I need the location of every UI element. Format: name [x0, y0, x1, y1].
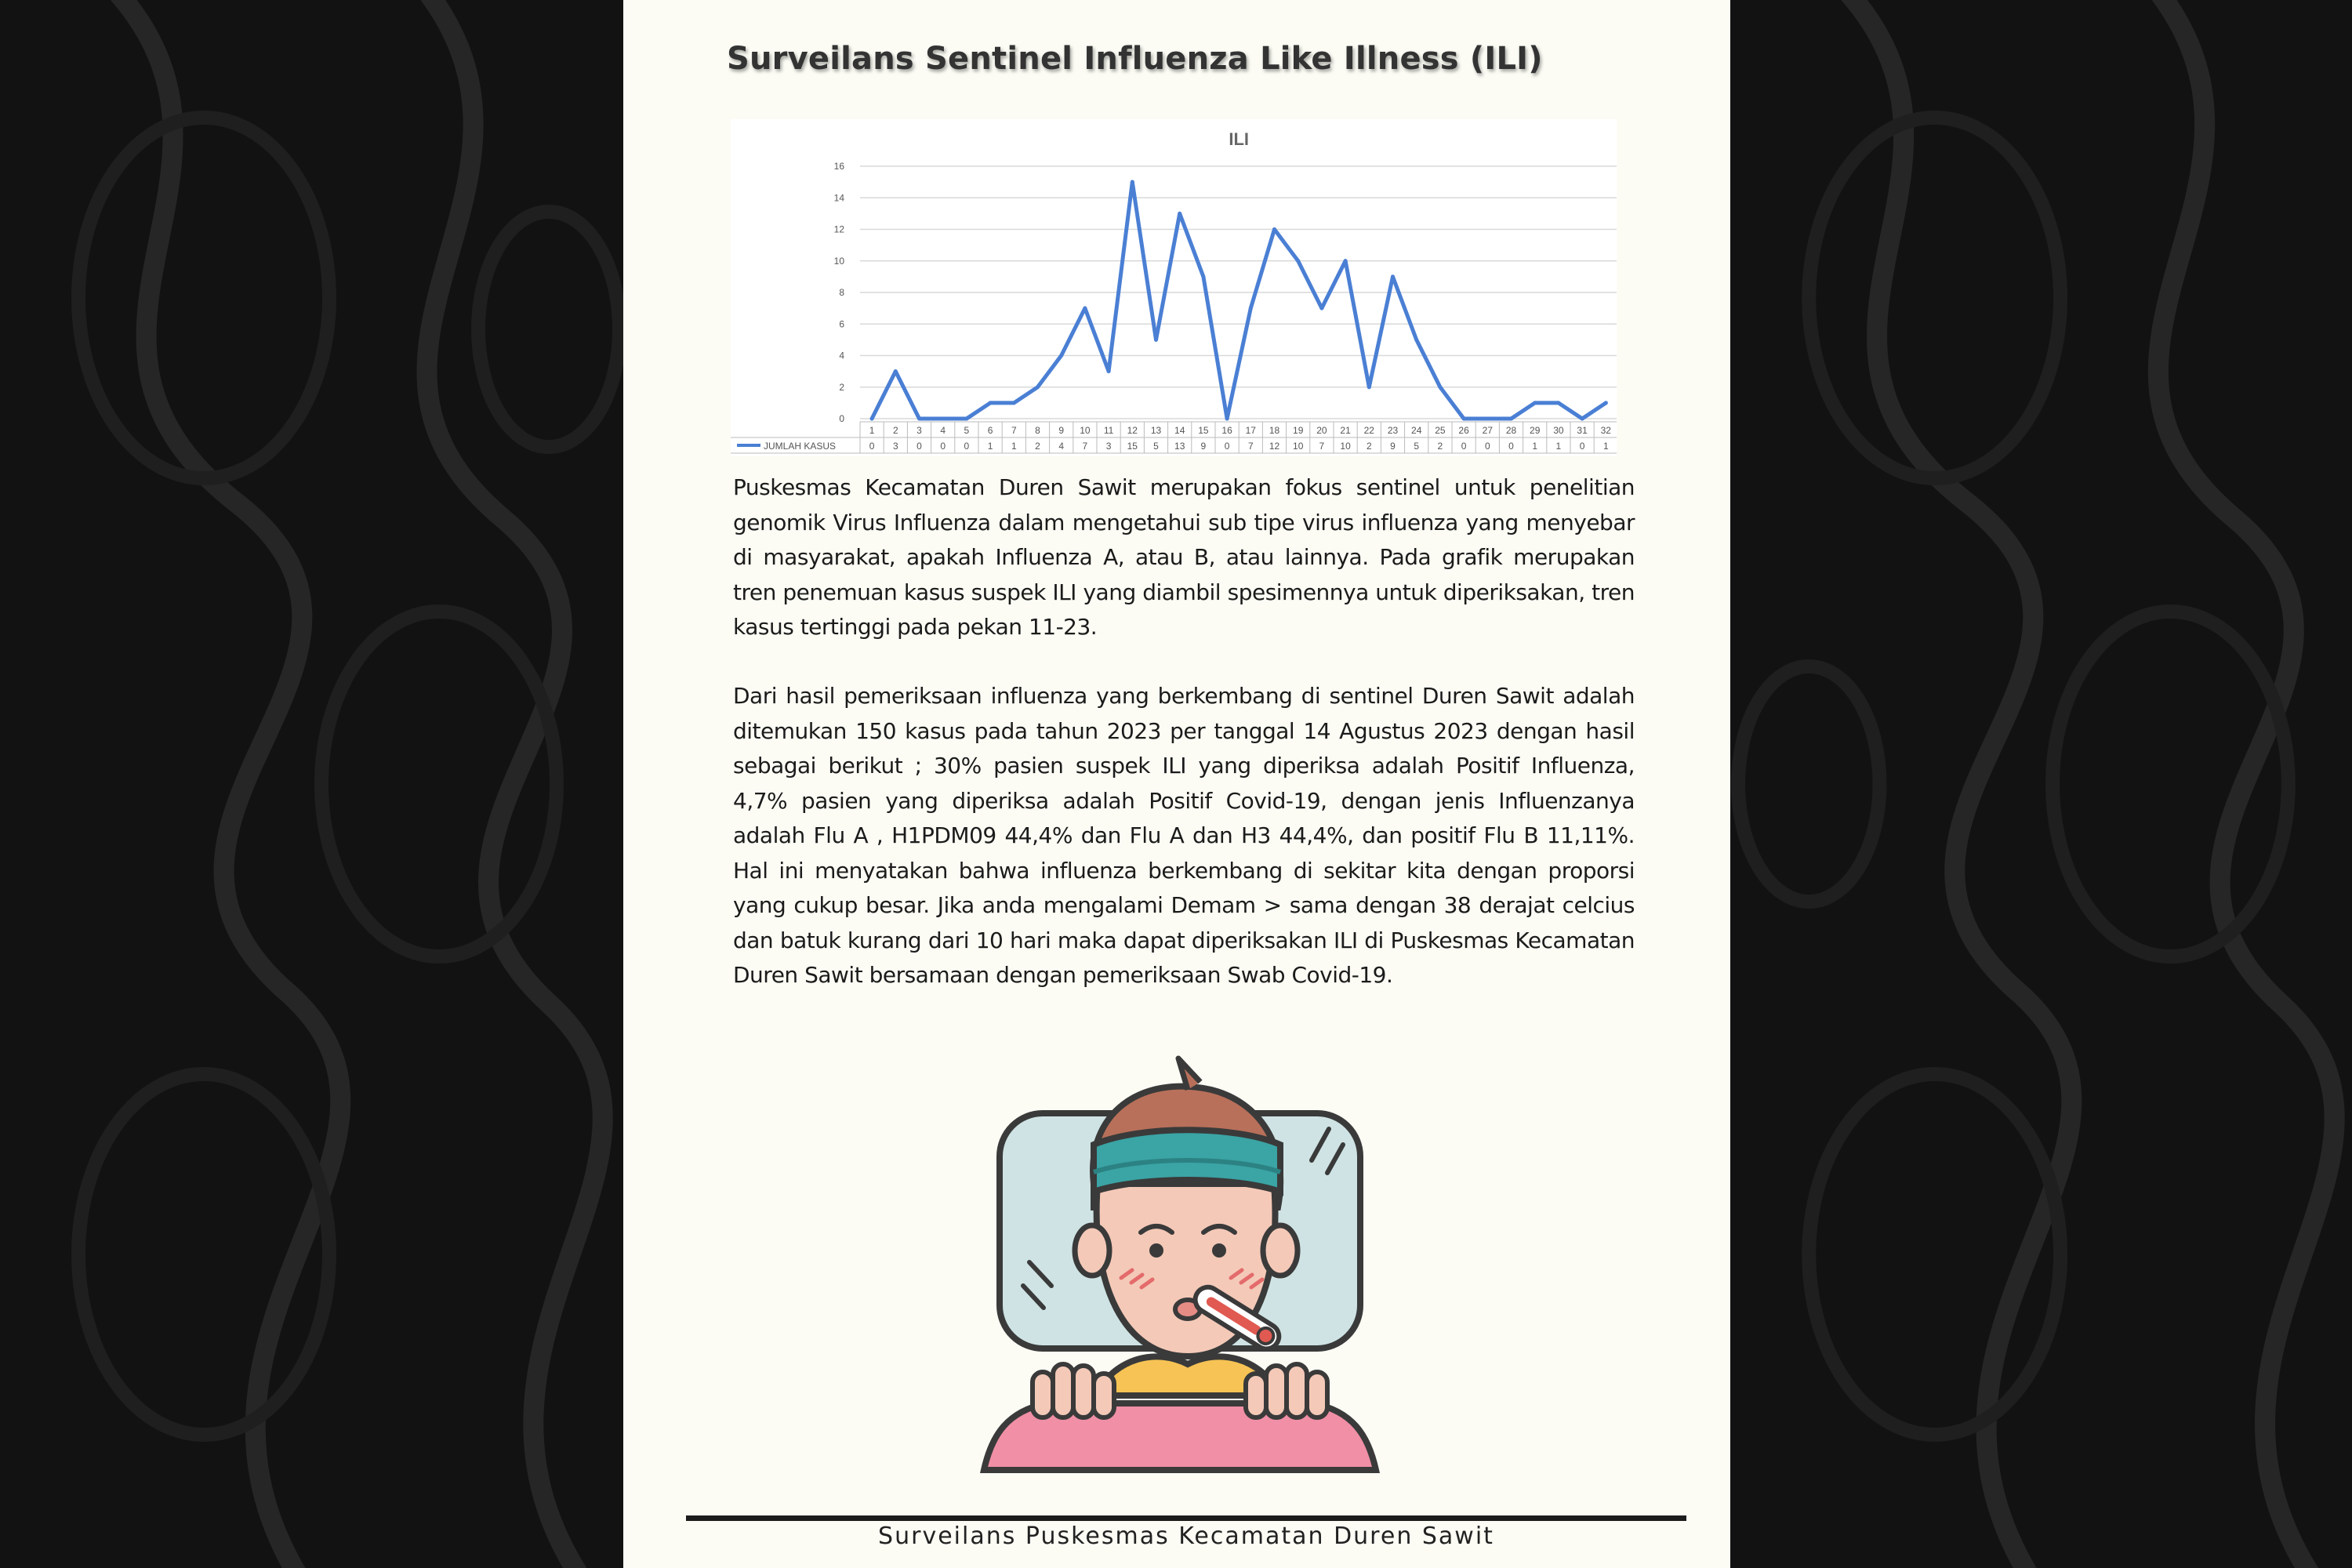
series-line	[872, 182, 1606, 419]
x-tick-label: 7	[1011, 425, 1017, 436]
data-point	[941, 417, 945, 421]
data-point	[1581, 417, 1584, 421]
data-table-value: 1	[1602, 441, 1609, 452]
y-tick-label: 10	[833, 255, 844, 267]
data-table-value: 0	[869, 441, 875, 452]
x-tick-label: 28	[1505, 425, 1517, 436]
data-table-value: 7	[1247, 441, 1254, 452]
x-tick-label: 24	[1411, 425, 1422, 436]
data-point	[1486, 417, 1490, 421]
data-point	[1414, 338, 1418, 342]
data-point	[1249, 307, 1253, 310]
x-tick-label: 14	[1174, 425, 1185, 436]
legend-label: JUMLAH KASUS	[764, 441, 837, 452]
paragraph-intro: Puskesmas Kecamatan Duren Sawit merupakan fokus sentinel untuk penelitian genomik Virus Influenza dalam mengetahui sub tipe virus influenza yang menyebar di masyarakat, apakah Influenza A, atau B, atau lainnya. Pada grafik merupakan tren penemuan kasus suspek ILI yang diambil spesimennya untuk diperiksakan, tren kasus tertinggi pada pekan 11-23.	[733, 474, 1635, 640]
x-tick-label: 26	[1458, 425, 1469, 436]
data-table-value: 0	[940, 441, 946, 452]
data-point	[1272, 227, 1276, 231]
ili-line-chart	[731, 119, 1617, 456]
x-tick-label: 30	[1553, 425, 1564, 436]
data-point	[1391, 274, 1395, 278]
x-tick-label: 4	[940, 425, 946, 436]
data-table-value: 10	[1340, 441, 1351, 452]
x-tick-label: 2	[892, 425, 898, 436]
x-tick-label: 29	[1530, 425, 1541, 436]
data-point	[1012, 401, 1016, 405]
document-page	[623, 0, 1730, 1568]
data-point	[964, 417, 968, 421]
data-table-value: 0	[1484, 441, 1490, 452]
x-tick-label: 17	[1245, 425, 1256, 436]
data-table-value: 1	[1011, 441, 1017, 452]
data-table-value: 0	[916, 441, 922, 452]
data-table-value: 9	[1200, 441, 1207, 452]
ili-chart	[731, 119, 1617, 456]
data-point	[1083, 307, 1087, 310]
data-point	[870, 417, 874, 421]
data-point	[1296, 259, 1300, 263]
paragraph-results: Dari hasil pemeriksaan influenza yang berkembang di sentinel Duren Sawit adalah ditemukan 150 kasus pada tahun 2023 per tanggal 14 Agustus 2023 dengan hasil sebagai berikut ; 30% pasien suspek ILI yang diperiksa adalah Positif Influenza, 4,7% pasien yang diperiksa adalah Positif Covid-19, dengan jenis Influenzanya adalah Flu A , H1PDM09 44,4% dan Flu A dan H3 44,4%, dan positif Flu B 11,11%. Hal ini menyatakan bahwa influenza berkembang di sekitar kita dengan proporsi yang cukup besar. Jika anda mengalami Demam > sama dengan 38 derajat celcius dan batuk kurang dari 10 hari maka dapat diperiksakan ILI di Puskesmas Kecamatan Duren Sawit bersamaan dengan pemeriksaan Swab Covid-19.	[733, 683, 1635, 988]
x-tick-label: 16	[1221, 425, 1232, 436]
x-tick-label: 8	[1035, 425, 1040, 436]
data-point	[1201, 274, 1205, 278]
background-ornament-left	[0, 0, 623, 1568]
data-table-value: 0	[1579, 441, 1585, 452]
data-point	[1036, 385, 1040, 389]
data-point	[1131, 180, 1134, 184]
data-point	[1604, 401, 1608, 405]
x-tick-label: 27	[1482, 425, 1493, 436]
x-tick-label: 18	[1269, 425, 1280, 436]
data-table-value: 5	[1153, 441, 1159, 452]
x-tick-label: 20	[1316, 425, 1327, 436]
data-table-value: 2	[1035, 441, 1040, 452]
data-table-value: 3	[1105, 441, 1112, 452]
y-tick-label: 2	[839, 381, 844, 393]
data-table-value: 1	[1555, 441, 1562, 452]
y-tick-label: 14	[833, 192, 844, 204]
y-tick-label: 0	[839, 413, 844, 424]
x-tick-label: 22	[1363, 425, 1374, 436]
data-point	[1533, 401, 1537, 405]
data-table-value: 10	[1293, 441, 1304, 452]
data-table-value: 1	[1532, 441, 1538, 452]
y-tick-label: 16	[833, 161, 844, 172]
data-table-value: 0	[1508, 441, 1514, 452]
background-ornament-right	[1730, 0, 2352, 1568]
x-tick-label: 32	[1600, 425, 1611, 436]
footer-caption: Surveilans Puskesmas Kecamatan Duren Sawit	[878, 1523, 1494, 1550]
x-tick-label: 10	[1080, 425, 1091, 436]
data-point	[917, 417, 921, 421]
x-tick-label: 21	[1340, 425, 1351, 436]
data-table-value: 7	[1082, 441, 1088, 452]
page-title: Surveilans Sentinel Influenza Like Illness (ILI)	[727, 41, 1543, 77]
data-table-value: 2	[1437, 441, 1443, 452]
data-table-value: 13	[1174, 441, 1185, 452]
data-point	[1438, 385, 1442, 389]
data-point	[1509, 417, 1513, 421]
data-point	[1225, 417, 1229, 421]
footer-divider	[686, 1515, 1686, 1521]
data-table-value: 9	[1390, 441, 1396, 452]
data-table-value: 12	[1269, 441, 1280, 452]
data-table-value: 5	[1414, 441, 1420, 452]
data-point	[1462, 417, 1466, 421]
data-table-value: 4	[1058, 441, 1065, 452]
data-point	[894, 369, 898, 373]
x-tick-label: 12	[1127, 425, 1138, 436]
data-point	[1059, 354, 1063, 358]
y-tick-label: 8	[839, 287, 844, 298]
data-table-value: 0	[964, 441, 970, 452]
data-point	[1344, 259, 1348, 263]
x-tick-label: 5	[964, 425, 970, 436]
x-tick-label: 31	[1577, 425, 1588, 436]
x-tick-label: 9	[1058, 425, 1065, 436]
x-tick-label: 11	[1103, 425, 1114, 436]
y-tick-label: 12	[833, 223, 844, 235]
data-point	[1556, 401, 1560, 405]
data-table-value: 1	[987, 441, 993, 452]
x-tick-label: 1	[869, 425, 875, 436]
x-tick-label: 25	[1435, 425, 1446, 436]
data-table-value: 0	[1461, 441, 1467, 452]
chart-title: ILI	[1229, 129, 1250, 149]
sick-person-thermometer-icon	[960, 1027, 1399, 1482]
data-table-value: 2	[1366, 441, 1372, 452]
x-tick-label: 23	[1387, 425, 1399, 436]
y-tick-label: 6	[839, 318, 844, 330]
x-tick-label: 6	[987, 425, 993, 436]
data-table-value: 0	[1224, 441, 1230, 452]
x-tick-label: 15	[1198, 425, 1209, 436]
data-point	[989, 401, 993, 405]
x-tick-label: 13	[1150, 425, 1162, 436]
x-tick-label: 3	[916, 425, 922, 436]
x-tick-label: 19	[1293, 425, 1304, 436]
data-point	[1319, 307, 1323, 310]
y-tick-label: 4	[839, 350, 844, 361]
data-point	[1367, 385, 1371, 389]
data-point	[1154, 338, 1158, 342]
data-point	[1107, 369, 1111, 373]
data-table-value: 3	[892, 441, 898, 452]
data-point	[1178, 212, 1181, 216]
data-table-value: 7	[1319, 441, 1325, 452]
data-table-value: 15	[1127, 441, 1138, 452]
